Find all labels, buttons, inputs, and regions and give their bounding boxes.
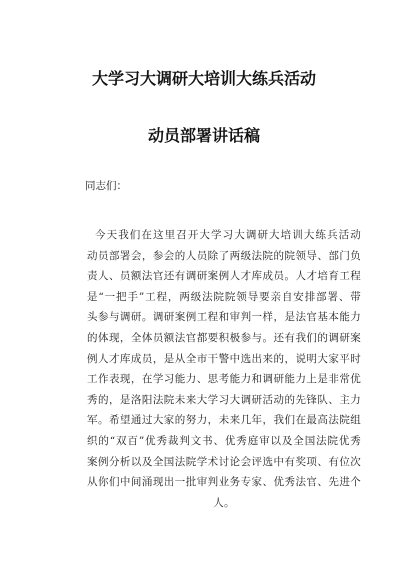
paragraph-line: 头参与调研。调研案例工程和审判一样，是法官基本能力 [87,311,361,324]
document-title: 大学习大调研大培训大练兵活动 [91,69,316,88]
paragraph-line: 织的“双百”优秀裁判文书、优秀庭审以及全国法院优秀 [87,434,361,447]
paragraph-line: 工作表现，在学习能力、思考能力和调研能力上是非常优 [87,373,361,386]
paragraph-line: 军。希望通过大家的努力，未来几年，我们在最高法院组 [87,414,361,427]
paragraph-line: 例人才库成员，是从全市干警中选出来的，说明大家平时 [87,352,361,365]
paragraph-line: 的体现，全体员额法官都要积极参与。还有我们的调研案 [87,331,361,344]
paragraph-line: 责人、员额法官还有调研案例人才库成员。人才培育工程 [87,270,361,283]
salutation: 同志们： [85,180,127,192]
paragraph-line: 动员部署会，参会的人员除了两级法院的院领导、部门负 [87,249,361,262]
paragraph-line: 今天我们在这里召开大学习大调研大培训大练兵活动 [95,229,361,241]
paragraph-line: 是“一把手”工程，两级法院院领导要亲自安排部署、带 [87,290,361,303]
paragraph-line: 案例分析以及全国法院学术讨论会评选中有奖项、有位次 [87,455,361,468]
document-subtitle: 动员部署讲话稿 [147,126,260,145]
paragraph-line: 人。 [213,496,235,509]
paragraph-line: 从你们中间涌现出一批审判业务专家、优秀法官、先进个 [87,476,361,489]
speech-paragraph [87,225,361,513]
paragraph-line: 秀的，是洛阳法院未来大学习大调研活动的先锋队、主力 [87,393,361,406]
